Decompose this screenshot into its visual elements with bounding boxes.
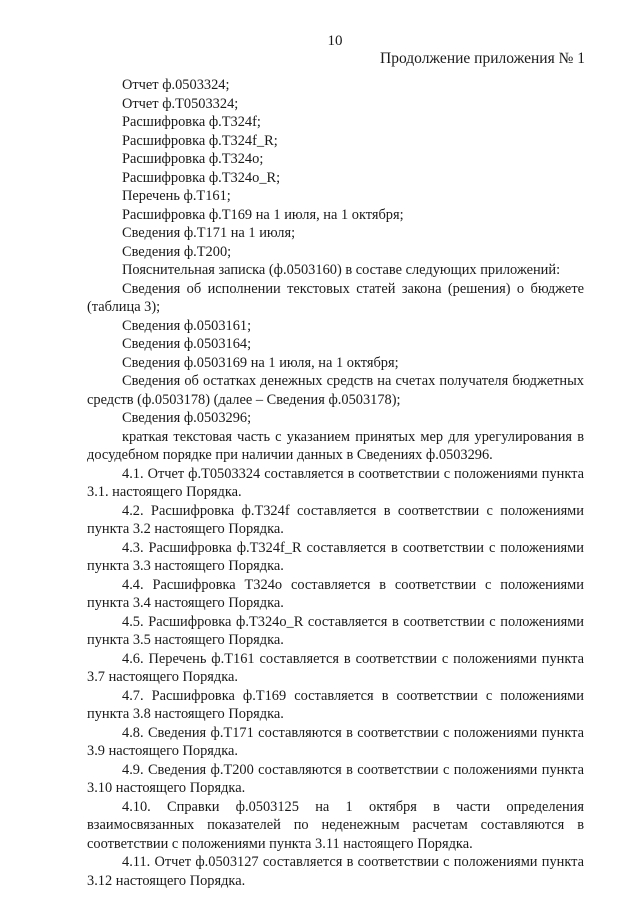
paragraph: Расшифровка ф.Т324f;: [122, 114, 261, 130]
paragraph: Сведения об остатках денежных средств на счетах получателя бюджетных средств (ф.0503178) (далее – Сведения ф.0503178);: [87, 373, 584, 408]
paragraph: 4.10. Справки ф.0503125 на 1 октября в части определения взаимосвязанных показателей по неденежным расчетам составляются в соответствии с положениями пункта 3.11 настоящего Порядка.: [87, 798, 584, 852]
paragraph: Сведения об исполнении текстовых статей закона (решения) о бюджете (таблица 3);: [87, 280, 584, 315]
paragraph: Сведения ф.Т171 на 1 июля;: [122, 225, 296, 241]
paragraph: 4.3. Расшифровка ф.Т324f_R составляется в соответствии с положениями пункта 3.3 настоящего Порядка.: [87, 539, 584, 574]
paragraph: Отчет ф.0503324;: [122, 77, 230, 93]
paragraph: 4.7. Расшифровка ф.Т169 составляется в соответствии с положениями пункта 3.8 настоящего Порядка.: [87, 687, 584, 722]
paragraph: 4.6. Перечень ф.Т161 составляется в соответствии с положениями пункта 3.7 настоящего Порядка.: [87, 650, 584, 685]
paragraph: Сведения ф.0503164;: [122, 336, 252, 352]
paragraph: Сведения ф.0503296;: [122, 410, 252, 426]
paragraph: 4.11. Отчет ф.0503127 составляется в соответствии с положениями пункта 3.12 настоящего Порядка.: [87, 854, 584, 889]
paragraph: краткая текстовая часть с указанием принятых мер для урегулирования в досудебном порядке при наличии данных в Сведениях ф.0503296.: [87, 428, 584, 463]
paragraph: Расшифровка ф.Т324о;: [122, 151, 264, 167]
paragraph: Отчет ф.Т0503324;: [122, 95, 239, 112]
paragraph: Расшифровка ф.Т324о_R;: [122, 169, 281, 186]
paragraph: Сведения ф.Т200;: [122, 243, 232, 260]
paragraph: 4.5. Расшифровка ф.Т324о_R составляется в соответствии с положениями пункта 3.5 настоящего Порядка.: [87, 613, 584, 648]
page-number: 10: [327, 33, 343, 49]
paragraph: 4.1. Отчет ф.Т0503324 составляется в соответствии с положениями пункта 3.1. настоящего Порядка.: [87, 465, 584, 500]
paragraph: Сведения ф.0503161;: [122, 317, 252, 334]
paragraph: Сведения ф.0503169 на 1 июля, на 1 октября;: [122, 354, 399, 371]
paragraph: Перечень ф.Т161;: [122, 188, 231, 204]
paragraph: Пояснительная записка (ф.0503160) в составе следующих приложений:: [122, 262, 561, 278]
paragraph: Расшифровка ф.Т169 на 1 июля, на 1 октября;: [122, 206, 404, 223]
paragraph: Расшифровка ф.Т324f_R;: [122, 132, 278, 149]
appendix-note: Продолжение приложения № 1: [380, 50, 585, 67]
document-body: [87, 76, 584, 890]
paragraph: 4.4. Расшифровка Т324о составляется в соответствии с положениями пункта 3.4 настоящего Порядка.: [87, 576, 584, 611]
paragraph: 4.2. Расшифровка ф.Т324f составляется в соответствии с положениями пункта 3.2 настоящего Порядка.: [87, 502, 584, 537]
paragraph: 4.8. Сведения ф.Т171 составляются в соответствии с положениями пункта 3.9 настоящего Порядка.: [87, 724, 584, 759]
paragraph: 4.9. Сведения ф.Т200 составляются в соответствии с положениями пункта 3.10 настоящего Порядка.: [87, 761, 584, 796]
